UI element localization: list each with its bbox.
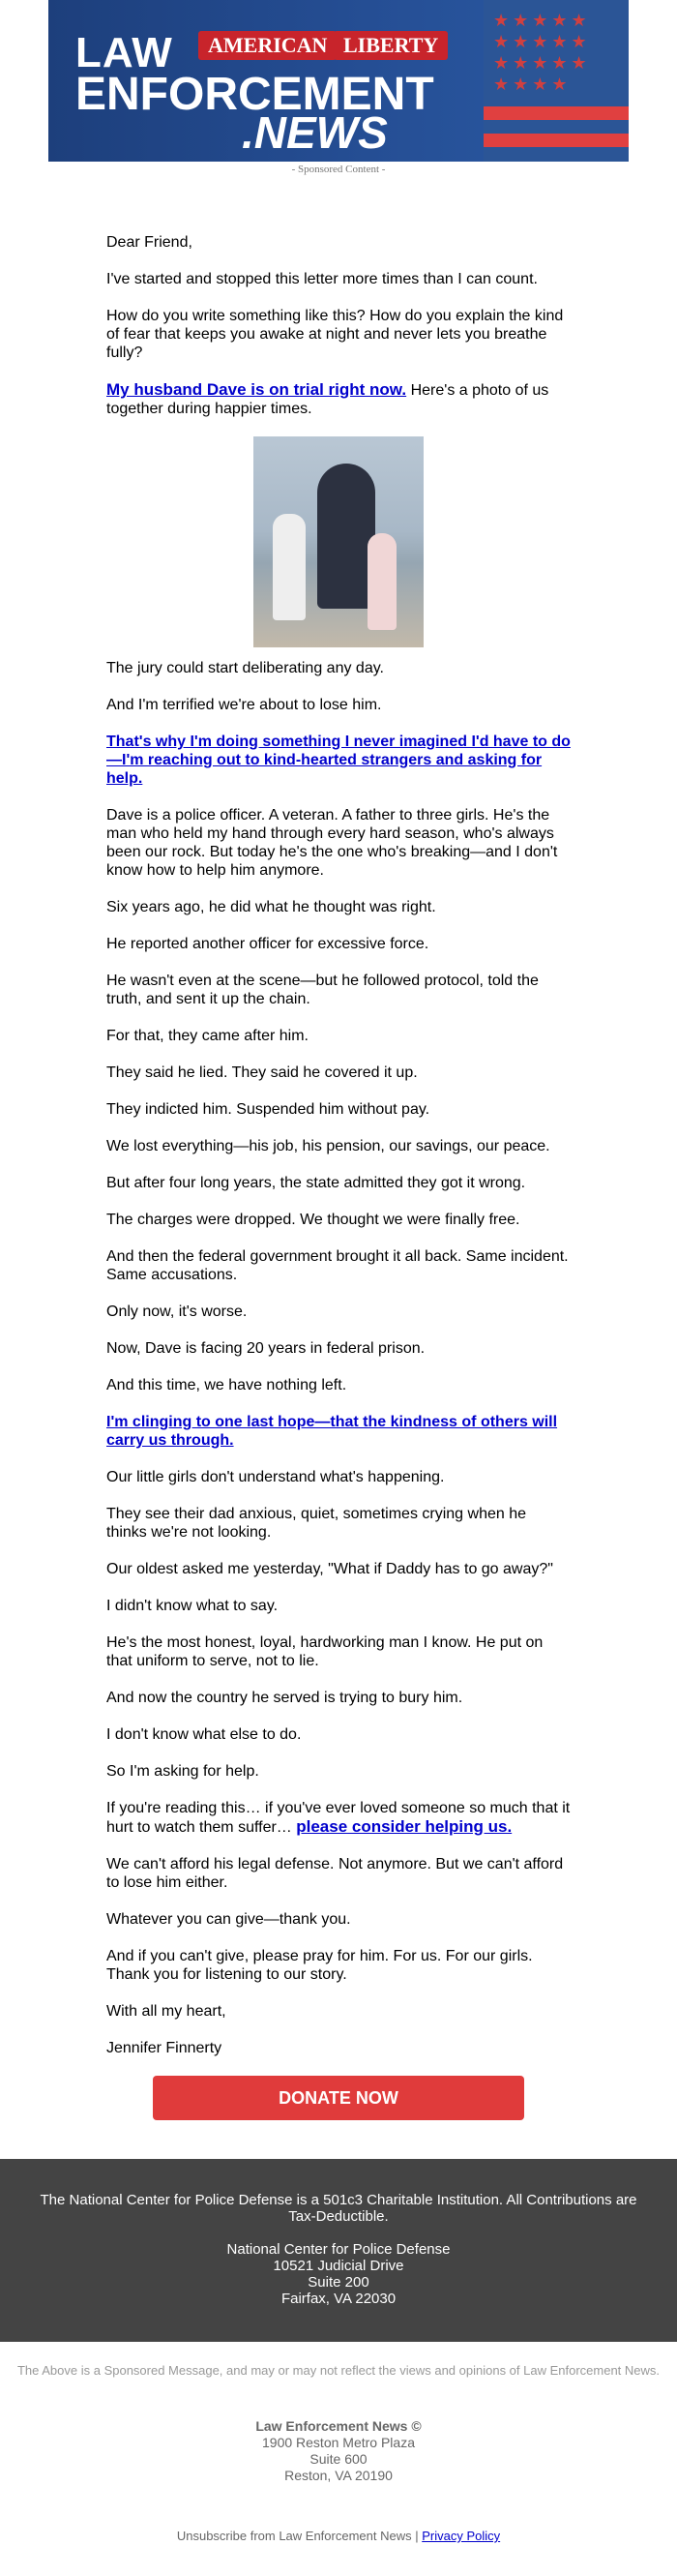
- paragraph: [106, 1413, 571, 1450]
- sponsored-label: - Sponsored Content -: [291, 164, 386, 175]
- paragraph: Six years ago, he did what he thought was right.: [106, 899, 436, 915]
- paragraph: They said he lied. They said he covered it up.: [106, 1064, 418, 1081]
- paragraph: But after four long years, the state admitted they got it wrong.: [106, 1175, 526, 1191]
- family-photo[interactable]: [253, 436, 424, 647]
- paragraph: Dave is a police officer. A veteran. A father to three girls. He's the man who held my hand through every hard season, who's always been our rock. But today he's the one who's breaking—and I don't know how to help him anymore.: [106, 807, 558, 879]
- header-banner: [48, 0, 629, 162]
- publisher-block: [0, 2418, 677, 2484]
- paragraph: And this time, we have nothing left.: [106, 1377, 347, 1393]
- paragraph: He's the most honest, loyal, hardworking man I know. He put on that uniform to serve, not to lie.: [106, 1634, 544, 1669]
- last-hope-link[interactable]: I'm clinging to one last hope—that the kindness of others will carry us through.: [106, 1414, 558, 1449]
- paragraph: Now, Dave is facing 20 years in federal prison.: [106, 1340, 426, 1357]
- paragraph: My husband Dave is on trial right now. Here's a photo of us together during happier times.: [106, 380, 549, 417]
- publisher-name: Law Enforcement News ©: [255, 2418, 422, 2434]
- publisher-address-line: Suite 600: [309, 2451, 368, 2467]
- paragraph: [106, 733, 571, 788]
- letter-body: [106, 233, 571, 2057]
- paragraph: We can't afford his legal defense. Not anymore. But we can't afford to lose him either.: [106, 1856, 564, 1891]
- reaching-out-link[interactable]: That's why I'm doing something I never imagined I'd have to do—I'm reaching out to kind-hearted strangers and asking for help.: [106, 734, 571, 787]
- paragraph: And if you can't give, please pray for him. For us. For our girls. Thank you for listening to our story.: [106, 1948, 533, 1983]
- flag-graphic: [484, 0, 629, 162]
- unsubscribe-line: [0, 2529, 677, 2543]
- greeting: Dear Friend,: [106, 234, 192, 251]
- paragraph: If you're reading this… if you've ever loved someone so much that it hurt to watch them suffer… please consider helping us.: [106, 1800, 571, 1836]
- charity-footer: [0, 2159, 677, 2342]
- husband-trial-link[interactable]: My husband Dave is on trial right now.: [106, 380, 407, 399]
- charity-address-line: Fairfax, VA 22030: [280, 2291, 397, 2307]
- publisher-address-line: Reston, VA 20190: [284, 2468, 393, 2483]
- paragraph: So I'm asking for help.: [106, 1763, 259, 1780]
- signature: Jennifer Finnerty: [106, 2040, 222, 2056]
- paragraph: I've started and stopped this letter more times than I can count.: [106, 271, 538, 287]
- charity-org-name: National Center for Police Defense: [226, 2241, 451, 2258]
- paragraph: Our oldest asked me yesterday, "What if Daddy has to go away?": [106, 1561, 553, 1577]
- logo-enforcement: ENFORCEMENT: [75, 69, 434, 120]
- paragraph: Whatever you can give—thank you.: [106, 1911, 351, 1928]
- donate-container: [0, 2076, 677, 2120]
- paragraph: Our little girls don't understand what's happening.: [106, 1469, 445, 1485]
- logo-ribbon-liberty: LIBERTY: [334, 31, 448, 60]
- paragraph: We lost everything—his job, his pension, our savings, our peace.: [106, 1138, 550, 1154]
- paragraph: How do you write something like this? How do you explain the kind of fear that keeps you awake at night and never lets you breathe fully?: [106, 308, 564, 361]
- publisher-address-line: 1900 Reston Metro Plaza: [262, 2435, 415, 2450]
- logo-law: LAW: [75, 29, 173, 76]
- paragraph: The jury could start deliberating any day.: [106, 660, 384, 676]
- paragraph: He reported another officer for excessive force.: [106, 936, 429, 952]
- donate-button[interactable]: DONATE NOW: [153, 2076, 524, 2120]
- paragraph: And now the country he served is trying to bury him.: [106, 1690, 463, 1706]
- paragraph: For that, they came after him.: [106, 1028, 309, 1044]
- charity-address-line: 10521 Judicial Drive: [273, 2258, 404, 2274]
- please-help-link[interactable]: please consider helping us.: [296, 1817, 513, 1836]
- paragraph: They see their dad anxious, quiet, sometimes crying when he thinks we're not looking.: [106, 1506, 527, 1541]
- charity-statement: The National Center for Police Defense is a 501c3 Charitable Institution. All Contributions are Tax-Deductible.: [40, 2192, 637, 2225]
- unsubscribe-text[interactable]: Unsubscribe from Law Enforcement News |: [176, 2529, 423, 2543]
- sponsored-disclaimer: The Above is a Sponsored Message, and may or may not reflect the views and opinions of Law Enforcement News.: [16, 2363, 661, 2378]
- logo-ribbon-american: AMERICAN: [198, 31, 337, 60]
- charity-address-line: Suite 200: [308, 2274, 369, 2291]
- logo-news: .NEWS: [242, 107, 388, 158]
- paragraph: They indicted him. Suspended him without pay.: [106, 1101, 430, 1118]
- paragraph: He wasn't even at the scene—but he followed protocol, told the truth, and sent it up the chain.: [106, 973, 539, 1007]
- paragraph: And then the federal government brought it all back. Same incident. Same accusations.: [106, 1248, 569, 1283]
- paragraph: The charges were dropped. We thought we were finally free.: [106, 1212, 520, 1228]
- paragraph: I didn't know what to say.: [106, 1598, 279, 1614]
- paragraph: And I'm terrified we're about to lose him.: [106, 697, 382, 713]
- privacy-policy-link[interactable]: Privacy Policy: [422, 2529, 501, 2543]
- paragraph: Only now, it's worse.: [106, 1303, 248, 1320]
- stars-icon: ★★★★★ ★★★★★ ★★★★★ ★★★★: [493, 11, 591, 94]
- closing: With all my heart,: [106, 2003, 226, 2020]
- paragraph: I don't know what else to do.: [106, 1726, 302, 1743]
